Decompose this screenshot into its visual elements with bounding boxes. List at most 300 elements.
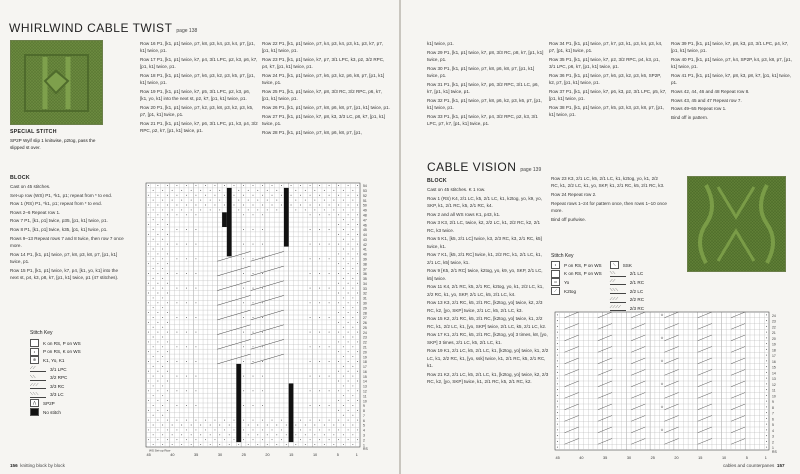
instruction-line: Row 23 K3, 2/1 LC, k5, 2/1 LC, k1, k2tog, yo, k1, 2/2 RC, k1, 2/2 LC, k1, yo, SKP, k1, 2/1 RC, k5, 2/1 RC, k3. xyxy=(551,176,665,189)
purl-dot xyxy=(338,410,339,411)
purl-dot xyxy=(162,337,163,338)
instruction-line: Row 37 P1, [k1, p1] twice, k7, p6, k3, p2, 3/1 LPC, p5, k7, [p1, k1] twice, p1. xyxy=(549,89,667,102)
purl-dot xyxy=(238,200,239,201)
purl-dot xyxy=(766,447,767,448)
purl-dot xyxy=(329,244,330,245)
purl-dot xyxy=(272,429,273,430)
col-label: 25 xyxy=(241,453,246,457)
purl-dot xyxy=(243,244,244,245)
purl-dot xyxy=(329,332,330,333)
purl-dot xyxy=(229,434,230,435)
stitch-key-heading: Stitch Key xyxy=(30,330,53,336)
no-stitch-block xyxy=(227,188,232,256)
purl-dot xyxy=(167,381,168,382)
purl-dot xyxy=(262,273,263,274)
purl-dot xyxy=(338,420,339,421)
purl-dot xyxy=(291,205,292,206)
purl-dot xyxy=(253,229,254,230)
purl-dot xyxy=(167,410,168,411)
row-label: 19 xyxy=(772,342,776,347)
purl-dot xyxy=(167,234,168,235)
purl-dot xyxy=(167,361,168,362)
purl-dot xyxy=(157,234,158,235)
purl-dot xyxy=(286,444,287,445)
purl-dot xyxy=(357,429,358,430)
instruction-line: Row 34 P1, [k1, p1] twice, p7, k7, p3, k1, p3, k4, p3, k4, p7, [p1, k1] twice, p1. xyxy=(549,41,663,54)
purl-dot xyxy=(148,214,149,215)
purl-dot xyxy=(176,229,177,230)
instruction-line: Rows 42, 44, 46 and 48 Repeat row 8. xyxy=(671,89,750,94)
purl-dot xyxy=(267,209,268,210)
instruction-line: Row 9 [K5, 2/1 RC] twice, k2tog, yo, k9, yo, SKP, 2/1 LC, k5] twice. xyxy=(427,268,543,281)
purl-dot xyxy=(338,185,339,186)
instruction-line: Cast on 45 stitches. K 1 row. xyxy=(427,187,486,192)
instruction-line: Row 11 K4, 2/1 RC, k5, 2/1 RC, k2tog, yo, k1, 2/2 LC, k1, 2/2 RC, k1, yo, SKP, 2/1 LC, k5, 2/1 LC, k4. xyxy=(427,284,544,297)
purl-dot xyxy=(343,444,344,445)
pattern-2-page-ref: page 139 xyxy=(520,167,542,173)
purl-dot xyxy=(357,302,358,303)
purl-dot xyxy=(200,190,201,191)
purl-dot xyxy=(248,444,249,445)
purl-dot xyxy=(195,185,196,186)
purl-dot xyxy=(343,395,344,396)
row-label: 26 xyxy=(363,321,367,326)
purl-dot xyxy=(176,302,177,303)
purl-dot xyxy=(557,332,558,333)
purl-dot xyxy=(276,209,277,210)
col-label: 10 xyxy=(721,456,727,460)
purl-dot xyxy=(310,214,311,215)
block-instructions-2 xyxy=(427,186,549,387)
purl-dot xyxy=(167,420,168,421)
purl-dot xyxy=(157,253,158,254)
purl-dot xyxy=(157,244,158,245)
row-label: RS xyxy=(363,447,368,451)
purl-dot xyxy=(343,268,344,269)
purl-dot xyxy=(305,209,306,210)
purl-dot xyxy=(243,195,244,196)
purl-dot xyxy=(153,200,154,201)
purl-dot xyxy=(324,434,325,435)
instruction-line: Row 24 P1, [k1, p1] twice, p7, k6, p3, k2, p6, k8, p7, [p1, k1] twice, p1. xyxy=(262,73,385,86)
purl-dot xyxy=(352,434,353,435)
purl-dot xyxy=(343,405,344,406)
purl-dot xyxy=(181,200,182,201)
purl-dot xyxy=(262,390,263,391)
purl-dot xyxy=(181,425,182,426)
row-label: 21 xyxy=(772,331,776,336)
purl-dot xyxy=(357,361,358,362)
purl-dot xyxy=(257,444,258,445)
pattern-page-ref: page 138 xyxy=(176,28,198,34)
pattern-title xyxy=(9,21,197,35)
purl-dot xyxy=(176,244,177,245)
purl-dot xyxy=(234,420,235,421)
purl-dot xyxy=(281,185,282,186)
no-stitch-block xyxy=(289,383,294,442)
key-item: K on RS, P on WS xyxy=(551,270,602,279)
knit-swatch-photo-2 xyxy=(687,176,786,272)
purl-dot xyxy=(357,332,358,333)
purl-dot xyxy=(253,429,254,430)
purl-dot xyxy=(319,288,320,289)
no-stitch-symbol xyxy=(30,408,39,416)
purl-dot xyxy=(300,205,301,206)
purl-dot xyxy=(338,312,339,313)
purl-dot xyxy=(176,273,177,274)
key-item: ⟍⟍⟍ 3/3 LC xyxy=(30,390,64,398)
purl-dot xyxy=(248,425,249,426)
purl-dot xyxy=(162,288,163,289)
purl-dot xyxy=(557,412,558,413)
purl-dot xyxy=(191,434,192,435)
purl-dot xyxy=(191,425,192,426)
purl-dot xyxy=(172,209,173,210)
purl-dot xyxy=(167,195,168,196)
purl-dot xyxy=(148,361,149,362)
col-label: 30 xyxy=(626,456,632,460)
purl-dot xyxy=(153,258,154,259)
purl-dot xyxy=(167,283,168,284)
purl-dot xyxy=(200,200,201,201)
purl-dot xyxy=(291,195,292,196)
purl-dot xyxy=(352,229,353,230)
purl-dot xyxy=(324,190,325,191)
purl-dot xyxy=(157,302,158,303)
row-label: 10 xyxy=(772,394,776,399)
purl-dot xyxy=(186,273,187,274)
purl-dot xyxy=(357,400,358,401)
purl-dot xyxy=(267,425,268,426)
purl-dot xyxy=(343,307,344,308)
purl-dot xyxy=(352,425,353,426)
purl-dot xyxy=(224,205,225,206)
left-footer-text: knitting block by block xyxy=(20,463,65,468)
purl-dot xyxy=(329,205,330,206)
instruction-line: Row 15 P1, [k1, p1] twice, k7, p4, [k1, yo, k1] into the next st, p4, k3, p8, k7, [p1, k1] twice, p1 (47 stitches). xyxy=(10,267,119,280)
purl-dot xyxy=(343,297,344,298)
right-footer-text: cables and counterpanes xyxy=(723,463,775,468)
purl-dot xyxy=(352,288,353,289)
col-label: 40 xyxy=(170,453,175,457)
purl-dot xyxy=(195,214,196,215)
instruction-line: Row 41 P1, [k1, p1] twice, k7, p8, k3, p8, k7, [p1, k1] twice, p1. xyxy=(671,73,792,86)
purl-dot xyxy=(186,376,187,377)
purl-dot xyxy=(262,429,263,430)
purl-dot xyxy=(162,405,163,406)
purl-dot xyxy=(557,343,558,344)
purl-dot xyxy=(329,185,330,186)
no-stitch-block xyxy=(284,188,289,247)
purl-dot xyxy=(157,400,158,401)
purl-dot xyxy=(262,258,263,259)
row-label: 25 xyxy=(363,325,367,330)
purl-dot xyxy=(352,366,353,367)
purl-dot xyxy=(262,288,263,289)
purl-dot xyxy=(262,420,263,421)
purl-dot xyxy=(162,307,163,308)
purl-dot xyxy=(329,376,330,377)
purl-dot xyxy=(200,209,201,210)
purl-dot xyxy=(348,381,349,382)
purl-dot xyxy=(352,239,353,240)
key-item: o Yo xyxy=(551,278,602,287)
purl-dot xyxy=(224,439,225,440)
row-label: 22 xyxy=(363,340,367,345)
purl-dot xyxy=(357,371,358,372)
cable-lpc-symbol: ⟋⟋ xyxy=(30,366,46,372)
purl-dot xyxy=(195,439,196,440)
purl-dot xyxy=(348,332,349,333)
purl-dot xyxy=(357,205,358,206)
purl-dot xyxy=(162,356,163,357)
purl-dot xyxy=(352,268,353,269)
purl-dot xyxy=(319,185,320,186)
purl-dot xyxy=(176,185,177,186)
purl-dot xyxy=(162,219,163,220)
purl-dot xyxy=(276,200,277,201)
purl-dot xyxy=(295,209,296,210)
special-stitch-heading: SPECIAL STITCH xyxy=(10,129,57,135)
purl-dot xyxy=(248,190,249,191)
purl-dot xyxy=(262,214,263,215)
purl-dot xyxy=(286,425,287,426)
row-label: 12 xyxy=(772,382,776,387)
purl-dot xyxy=(186,244,187,245)
purl-dot xyxy=(162,278,163,279)
instruction-line: Row 20 P1, [k1, p1] twice, p7, k2, p3, k8, p3, k2, p3, k5, p7, [p1, k1] twice, p1. xyxy=(140,105,254,118)
purl-dot xyxy=(343,258,344,259)
purl-dot xyxy=(195,195,196,196)
instruction-line: Row 3 K3, 2/1 LC, twice, k2, 2/2 LC, k1, 2/2 RC, k2, 2/1 RC, k3 twice. xyxy=(427,220,541,233)
instruction-line: Row 15 K2, 2/1 RC, k5, 2/1 RC, [k2tog, yo] twice, k1, 2/2 RC, k1, 2/2 LC, k1, [yo, SKP] twice, 2/1 LC, k5, 2/1 LC, k2. xyxy=(427,316,547,329)
row-label: 24 xyxy=(363,330,367,335)
purl-dot xyxy=(176,376,177,377)
purl-dot xyxy=(319,439,320,440)
purl-dot xyxy=(215,420,216,421)
purl-dot xyxy=(310,405,311,406)
row-label: 18 xyxy=(772,348,776,353)
purl-dot xyxy=(338,400,339,401)
key-item: ⟍ SSK xyxy=(610,261,644,270)
purl-dot xyxy=(153,337,154,338)
purl-dot xyxy=(172,434,173,435)
purl-dot xyxy=(557,383,558,384)
purl-dot xyxy=(352,219,353,220)
purl-dot xyxy=(195,273,196,274)
purl-dot xyxy=(176,332,177,333)
purl-dot xyxy=(219,209,220,210)
purl-dot xyxy=(148,205,149,206)
purl-dot xyxy=(333,434,334,435)
purl-dot xyxy=(148,429,149,430)
row-label: 43 xyxy=(363,237,367,242)
purl-dot xyxy=(148,283,149,284)
col-label: 5 xyxy=(336,453,339,457)
purl-dot xyxy=(766,337,767,338)
purl-dot xyxy=(343,288,344,289)
purl-dot xyxy=(215,185,216,186)
purl-dot xyxy=(215,205,216,206)
row-label: 40 xyxy=(363,252,367,257)
purl-dot xyxy=(153,327,154,328)
purl-dot xyxy=(329,195,330,196)
purl-dot xyxy=(276,425,277,426)
purl-dot xyxy=(766,429,767,430)
purl-dot xyxy=(333,209,334,210)
purl-dot xyxy=(205,205,206,206)
stitch-key-2-heading: Stitch Key xyxy=(551,253,574,259)
purl-dot xyxy=(766,378,767,379)
purl-dot xyxy=(148,302,149,303)
purl-dot xyxy=(348,234,349,235)
purl-dot xyxy=(319,244,320,245)
purl-dot xyxy=(281,195,282,196)
purl-dot xyxy=(162,366,163,367)
purl-dot xyxy=(257,425,258,426)
swatch-image-2 xyxy=(688,177,785,271)
purl-dot xyxy=(176,258,177,259)
purl-dot xyxy=(343,249,344,250)
row-label: 19 xyxy=(363,355,367,360)
purl-dot xyxy=(348,263,349,264)
key-item: ⟋⟋⟋ 2/2 RC xyxy=(609,295,645,303)
purl-dot xyxy=(329,229,330,230)
purl-dot xyxy=(338,322,339,323)
row-label: 20 xyxy=(363,350,367,355)
purl-dot xyxy=(148,390,149,391)
purl-dot xyxy=(224,420,225,421)
purl-dot xyxy=(262,405,263,406)
purl-dot xyxy=(348,283,349,284)
key-item: ⟍⟍ 3/2 RPC xyxy=(30,373,68,381)
purl-dot xyxy=(766,326,767,327)
purl-dot xyxy=(162,415,163,416)
purl-dot xyxy=(338,195,339,196)
purl-dot xyxy=(219,434,220,435)
row-label: 11 xyxy=(363,394,367,399)
purl-dot xyxy=(148,400,149,401)
purl-dot xyxy=(310,390,311,391)
purl-dot xyxy=(153,249,154,250)
purl-dot xyxy=(238,444,239,445)
purl-dot xyxy=(167,224,168,225)
no-stitch-block xyxy=(222,212,227,227)
purl-dot xyxy=(319,205,320,206)
purl-dot xyxy=(310,205,311,206)
col-label: 30 xyxy=(217,453,223,457)
purl-dot xyxy=(329,317,330,318)
purl-dot xyxy=(172,425,173,426)
purl-dot xyxy=(176,361,177,362)
instruction-line: Row 38 P1, [k1, p1] twice, p7, k5, p3, k3, p3, k8, p7, [p1, k1] twice, p1. xyxy=(549,105,664,118)
purl-dot xyxy=(319,332,320,333)
purl-dot xyxy=(329,361,330,362)
row-label: 29 xyxy=(363,306,367,311)
purl-dot xyxy=(357,293,358,294)
purl-dot xyxy=(295,444,296,445)
row-label: 15 xyxy=(772,365,776,370)
col-label: 35 xyxy=(603,456,608,460)
purl-dot xyxy=(148,439,149,440)
purl-dot xyxy=(253,390,254,391)
sp2p-symbol: ⋀ xyxy=(30,399,39,407)
purl-dot xyxy=(262,361,263,362)
purl-dot xyxy=(262,376,263,377)
purl-dot xyxy=(153,239,154,240)
purl-dot xyxy=(557,401,558,402)
purl-dot xyxy=(248,209,249,210)
purl-dot xyxy=(319,229,320,230)
purl-dot xyxy=(338,332,339,333)
purl-dot xyxy=(357,390,358,391)
purl-dot xyxy=(352,337,353,338)
purl-dot xyxy=(310,195,311,196)
purl-dot xyxy=(357,410,358,411)
purl-dot xyxy=(766,360,767,361)
purl-dot xyxy=(310,439,311,440)
instruction-line: Row 30 P1, [k1, p1] twice, p7, k8, p6, k8, p7, [p1, k1] twice, p1. xyxy=(427,65,535,78)
purl-dot xyxy=(262,317,263,318)
col-label: 45 xyxy=(555,456,560,460)
row-label: 1 xyxy=(363,443,365,448)
purl-dot xyxy=(766,355,767,356)
purl-dot xyxy=(319,361,320,362)
row-label: 16 xyxy=(363,369,367,374)
purl-dot xyxy=(195,317,196,318)
purl-dot xyxy=(153,307,154,308)
instruction-line: Row 21 K2, 2/1 LC, k5, 2/1 LC, k1, [k2tog, yo] twice, k2, 2/3 RC, k2, [yo, SKP] twice, k1, 2/1 RC, k5, 2/1 RC, k2. xyxy=(427,371,549,384)
purl-dot xyxy=(766,383,767,384)
instructions-column-3 xyxy=(262,40,390,137)
purl-dot xyxy=(205,195,206,196)
block-instructions-2b xyxy=(551,175,667,224)
purl-dot xyxy=(248,434,249,435)
instruction-line: Rows 49–55 Repeat row 1. xyxy=(671,106,727,112)
instruction-line: Row 1 (RS) K4, 2/1 LC, k5, 2/1 LC, k1, k2tog, yo, k9, yo, SKP, k1, 2/1 RC, k5, 2/1 RC, k4. xyxy=(427,195,542,208)
purl-dot xyxy=(162,317,163,318)
purl-dot xyxy=(262,205,263,206)
purl-dot xyxy=(557,395,558,396)
purl-dot xyxy=(557,435,558,436)
right-page-number: 157 xyxy=(776,463,785,468)
purl-dot xyxy=(162,239,163,240)
row-label: 45 xyxy=(363,228,367,233)
row-label: 41 xyxy=(363,247,367,252)
col-label: 25 xyxy=(650,456,655,460)
row-label: 9 xyxy=(772,400,774,405)
purl-dot xyxy=(557,355,558,356)
key-item: ⊕ K1, Yo, K1 xyxy=(30,356,81,365)
purl-dot xyxy=(557,372,558,373)
purl-dot xyxy=(153,366,154,367)
purl-dot xyxy=(243,273,244,274)
purl-dot xyxy=(253,288,254,289)
purl-dot xyxy=(262,302,263,303)
purl-dot xyxy=(338,263,339,264)
purl-dot xyxy=(305,425,306,426)
purl-dot xyxy=(210,434,211,435)
row-label: 52 xyxy=(363,193,367,198)
purl-dot xyxy=(172,444,173,445)
purl-dot xyxy=(162,258,163,259)
purl-dot xyxy=(148,371,149,372)
row-label: 30 xyxy=(363,301,367,306)
purl-dot xyxy=(148,322,149,323)
purl-dot xyxy=(176,346,177,347)
purl-dot xyxy=(310,288,311,289)
purl-dot xyxy=(343,278,344,279)
